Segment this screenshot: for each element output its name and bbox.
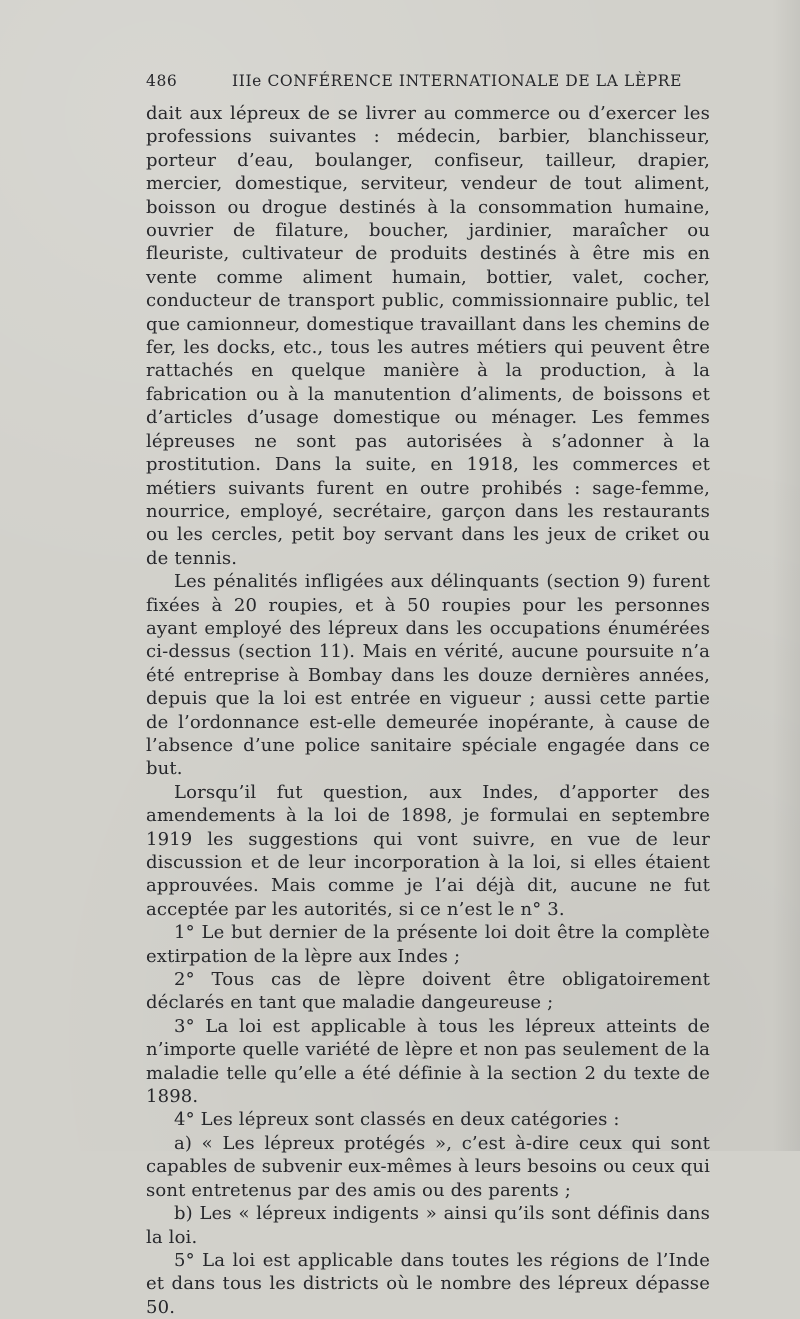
body-text	[146, 102, 710, 1319]
paragraph-professions: dait aux lépreux de se livrer au commerce ou d’exercer les professions suivantes : médecin, barbier, blanchisseur, porteur d’eau, boulanger, confiseur, tailleur, drapier, mercier, domestique, serviteur, vendeur de tout aliment, boisson ou drogue destinés à la consommation humaine, ouvrier de filature, boucher, jardinier, maraîcher ou fleuriste, cultivateur de produits destinés à être mis en vente comme aliment humain, bottier, valet, cocher, conducteur de transport public, commissionnaire public, tel que camionneur, domestique travaillant dans les chemins de fer, les docks, etc., tous les autres métiers qui peuvent être rattachés en quelque manière à la production, à la fabrication ou à la manutention d’aliments, de boissons et d’articles d’usage domestique ou ménager. Les femmes lépreuses ne sont pas autorisées à s’adonner à la prostitution. Dans la suite, en 1918, les commerces et métiers suivants furent en outre prohibés : sage-femme, nourrice, employé, secrétaire, garçon dans les restaurants ou les cercles, petit boy servant dans les jeux de criket ou de tennis.	[146, 103, 710, 569]
page-edge-shadow	[772, 0, 800, 1151]
list-item-5: 5° La loi est applicable dans toutes les régions de l’Inde et dans tous les districts où le nombre des lépreux dépasse 50.	[146, 1249, 710, 1318]
list-item-2: 2° Tous cas de lèpre doivent être obligatoirement déclarés en tant que maladie dangeureuse ;	[146, 969, 710, 1014]
list-item-3: 3° La loi est applicable à tous les lépreux atteints de n’importe quelle variété de lèpre et non pas seulement de la maladie telle qu’elle a été définie à la section 2 du texte de 1898.	[146, 1015, 710, 1108]
paragraph-amendments: Lorsqu’il fut question, aux Indes, d’apporter des amendements à la loi de 1898, je formulai en septembre 1919 les suggestions qui vont suivre, en vue de leur discussion et de leur incorporation à la loi, si elles étaient approuvées. Mais comme je l’ai déjà dit, aucune ne fut acceptée par les autorités, si ce n’est le n° 3.	[146, 781, 710, 920]
list-item-1: 1° Le but dernier de la présente loi doit être la complète extirpation de la lèpre aux Indes ;	[146, 922, 710, 967]
page-number: 486	[146, 72, 178, 90]
paragraph-penalties: Les pénalités infligées aux délinquants (section 9) furent fixées à 20 roupies, et à 50 roupies pour les personnes ayant employé des lépreux dans les occupations énumérées ci-dessus (section 11). Mais en vérité, aucune poursuite n’a été entreprise à Bombay dans les douze dernières années, depuis que la loi est entrée en vigueur ; aussi cette partie de l’ordonnance est-elle demeurée inopérante, à cause de l’absence d’une police sanitaire spéciale engagée dans ce but.	[146, 571, 710, 780]
running-title: IIIe CONFÉRENCE INTERNATIONALE DE LA LÈPRE	[232, 72, 682, 90]
list-item-4: 4° Les lépreux sont classés en deux catégories :	[174, 1109, 620, 1131]
list-item-4a: a) « Les lépreux protégés », c’est à-dire ceux qui sont capables de subvenir eux-mêmes à leurs besoins ou ceux qui sont entretenus par des amis ou des parents ;	[146, 1132, 710, 1201]
list-item-4b: b) Les « lépreux indigents » ainsi qu’ils sont définis dans la loi.	[146, 1203, 710, 1248]
running-header	[146, 72, 706, 98]
